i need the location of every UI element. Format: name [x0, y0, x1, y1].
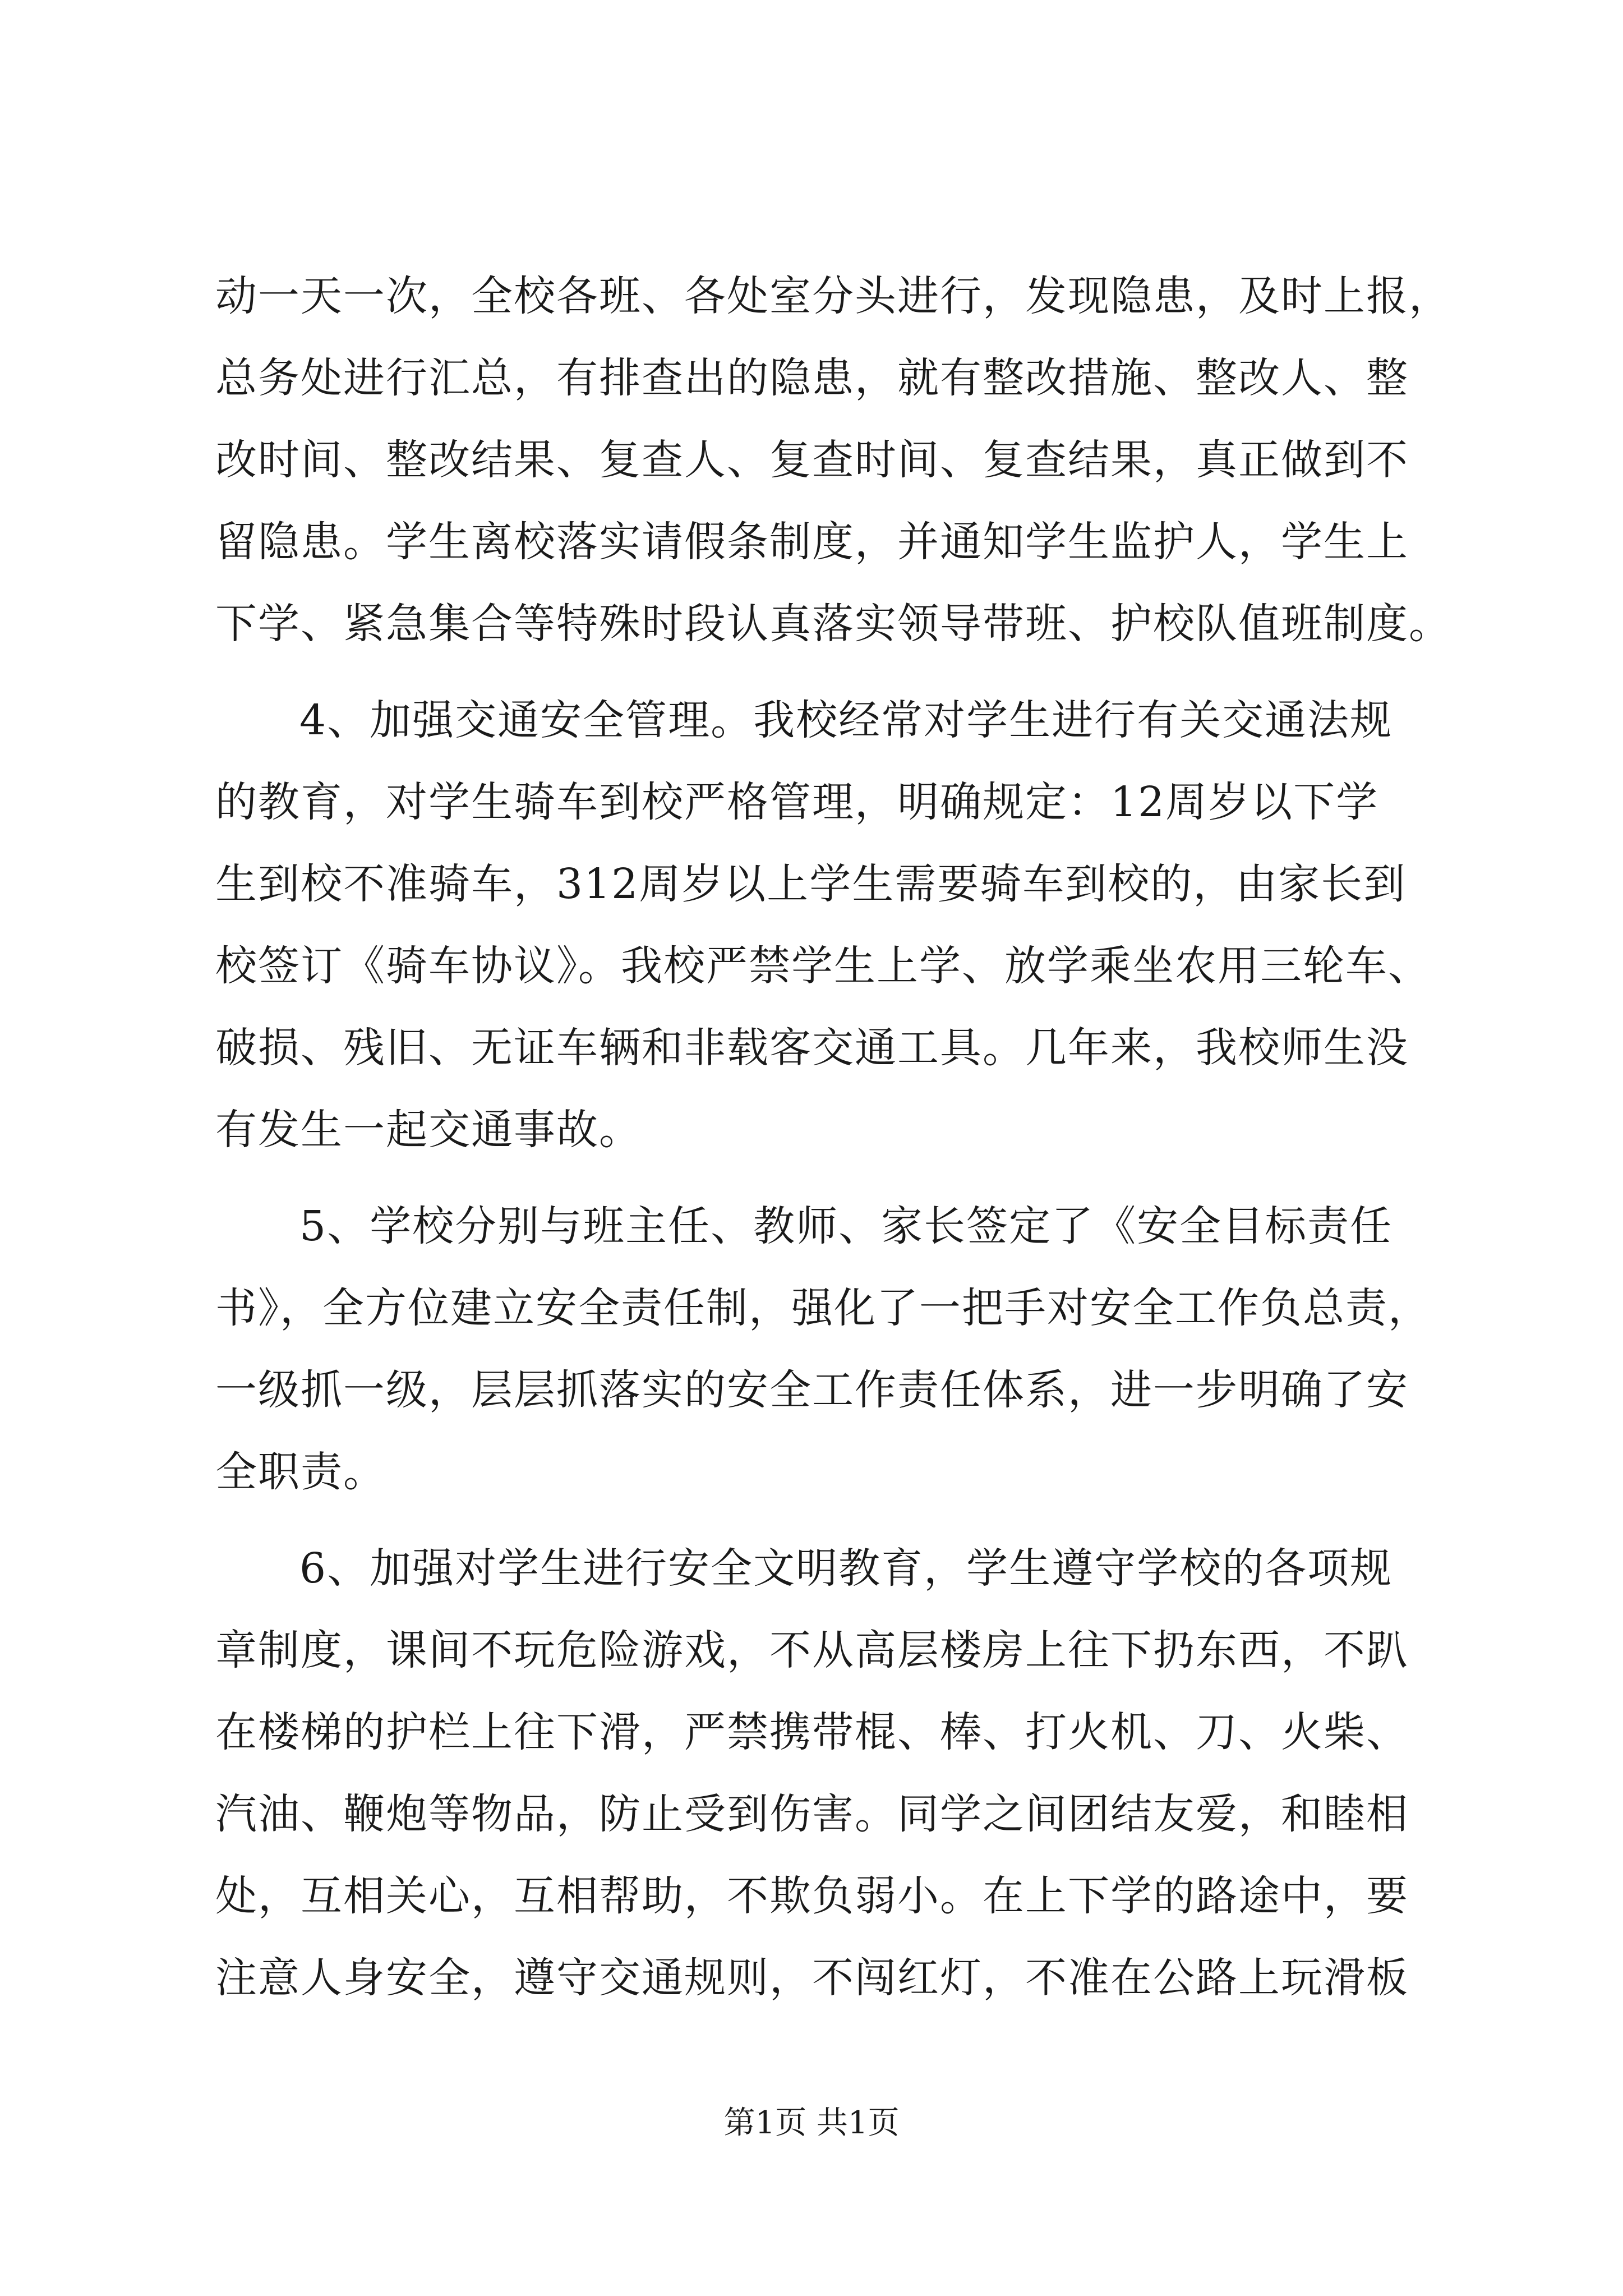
text-line: 处，互相关心，互相帮助，不欺负弱小。在上下学的路途中，要 [215, 1872, 1409, 1920]
text-line: 全职责。 [215, 1448, 386, 1496]
paragraph-4-start: 4、加强交通安全管理。我校经常对学生进行有关交通法规 [299, 696, 1393, 744]
text-line: 校签订《骑车协议》。我校严禁学生上学、放学乘坐农用三轮车、 [215, 942, 1431, 990]
text-line: 破损、残旧、无证车辆和非载客交通工具。几年来，我校师生没 [215, 1024, 1409, 1072]
text-line: 留隐患。学生离校落实请假条制度，并通知学生监护人，学生上 [215, 518, 1409, 566]
text-line: 书》，全方位建立安全责任制，强化了一把手对安全工作负总责， [215, 1284, 1431, 1332]
text-line: 的教育，对学生骑车到校严格管理，明确规定：12周岁以下学 [215, 778, 1379, 826]
text-line: 章制度，课间不玩危险游戏，不从高层楼房上往下扔东西，不趴 [215, 1626, 1409, 1674]
text-line: 总务处进行汇总，有排查出的隐患，就有整改措施、整改人、整 [215, 354, 1409, 402]
text-line: 下学、紧急集合等特殊时段认真落实领导带班、护校队值班制度。 [215, 600, 1451, 648]
text-line: 一级抓一级，层层抓落实的安全工作责任体系，进一步明确了安 [215, 1366, 1409, 1414]
text-line: 注意人身安全，遵守交通规则，不闯红灯，不准在公路上玩滑板 [215, 1954, 1409, 2002]
paragraph-5-start: 5、学校分别与班主任、教师、家长签定了《安全目标责任 [299, 1202, 1393, 1250]
page-footer [0, 2101, 1623, 2146]
text-line: 动一天一次，全校各班、各处室分头进行，发现隐患，及时上报， [215, 272, 1451, 320]
text-line: 改时间、整改结果、复查人、复查时间、复查结果，真正做到不 [215, 436, 1409, 484]
text-line: 有发生一起交通事故。 [215, 1106, 642, 1154]
text-line: 生到校不准骑车，312周岁以上学生需要骑车到校的，由家长到 [215, 860, 1407, 908]
page-number-label: 第1页 共1页 [723, 2105, 900, 2141]
text-line: 在楼梯的护栏上往下滑，严禁携带棍、棒、打火机、刀、火柴、 [215, 1708, 1409, 1756]
document-body [215, 255, 1451, 2019]
paragraph-6-start: 6、加强对学生进行安全文明教育，学生遵守学校的各项规 [299, 1544, 1393, 1593]
text-line: 汽油、鞭炮等物品，防止受到伤害。同学之间团结友爱，和睦相 [215, 1790, 1409, 1838]
